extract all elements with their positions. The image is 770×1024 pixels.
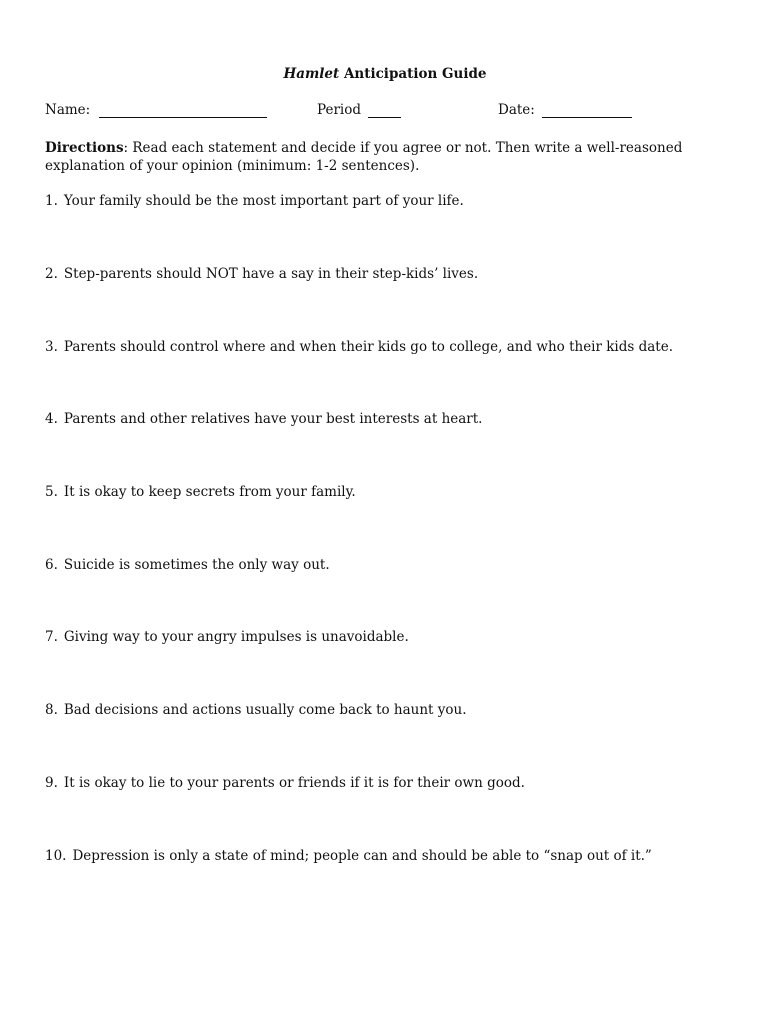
question-number: 8.	[45, 702, 58, 718]
page-title	[0, 66, 770, 82]
question-number: 3.	[45, 339, 58, 355]
question-number: 7.	[45, 629, 58, 645]
question-text: Depression is only a state of mind; people can and should be able to “snap out of it.”	[72, 848, 652, 864]
question-number: 5.	[45, 484, 58, 500]
directions	[45, 139, 735, 175]
title-rest: Anticipation Guide	[343, 66, 487, 82]
date-label: Date:	[498, 102, 535, 118]
question-item	[45, 702, 735, 718]
question-item	[45, 193, 735, 209]
question-text: Parents and other relatives have your best interests at heart.	[63, 411, 483, 427]
question-number: 9.	[45, 775, 58, 791]
question-item	[45, 557, 735, 573]
question-text: Step-parents should NOT have a say in their step-kids’ lives.	[63, 266, 479, 282]
question-text: Parents should control where and when their kids go to college, and who their kids date.	[63, 339, 673, 355]
question-number: 10.	[45, 848, 67, 864]
question-number: 2.	[45, 266, 58, 282]
name-field	[45, 102, 267, 118]
question-item	[45, 411, 735, 427]
question-item	[45, 484, 735, 500]
question-text: Bad decisions and actions usually come back to haunt you.	[63, 702, 467, 718]
question-number: 4.	[45, 411, 58, 427]
period-field	[317, 102, 401, 118]
name-blank[interactable]	[99, 103, 267, 118]
question-text: It is okay to keep secrets from your family.	[63, 484, 356, 500]
question-number: 1.	[45, 193, 58, 209]
period-label: Period	[317, 102, 362, 118]
question-number: 6.	[45, 557, 58, 573]
question-item	[45, 629, 735, 645]
question-text: It is okay to lie to your parents or friends if it is for their own good.	[63, 775, 525, 791]
question-text: Giving way to your angry impulses is unavoidable.	[63, 629, 409, 645]
date-blank[interactable]	[542, 103, 632, 118]
title-italic: Hamlet	[283, 66, 340, 82]
name-label: Name:	[45, 102, 91, 118]
question-item	[45, 266, 735, 282]
directions-text: : Read each statement and decide if you agree or not. Then write a well-reasoned explanation of your opinion (minimum: 1-2 sentences).	[45, 140, 683, 174]
question-item	[45, 339, 735, 355]
directions-label: Directions	[45, 140, 124, 156]
question-item	[45, 775, 735, 791]
period-blank[interactable]	[368, 103, 401, 118]
date-field	[498, 102, 632, 118]
question-item	[45, 848, 735, 864]
header-fields	[45, 102, 745, 122]
question-text: Suicide is sometimes the only way out.	[63, 557, 330, 573]
question-text: Your family should be the most important part of your life.	[63, 193, 464, 209]
